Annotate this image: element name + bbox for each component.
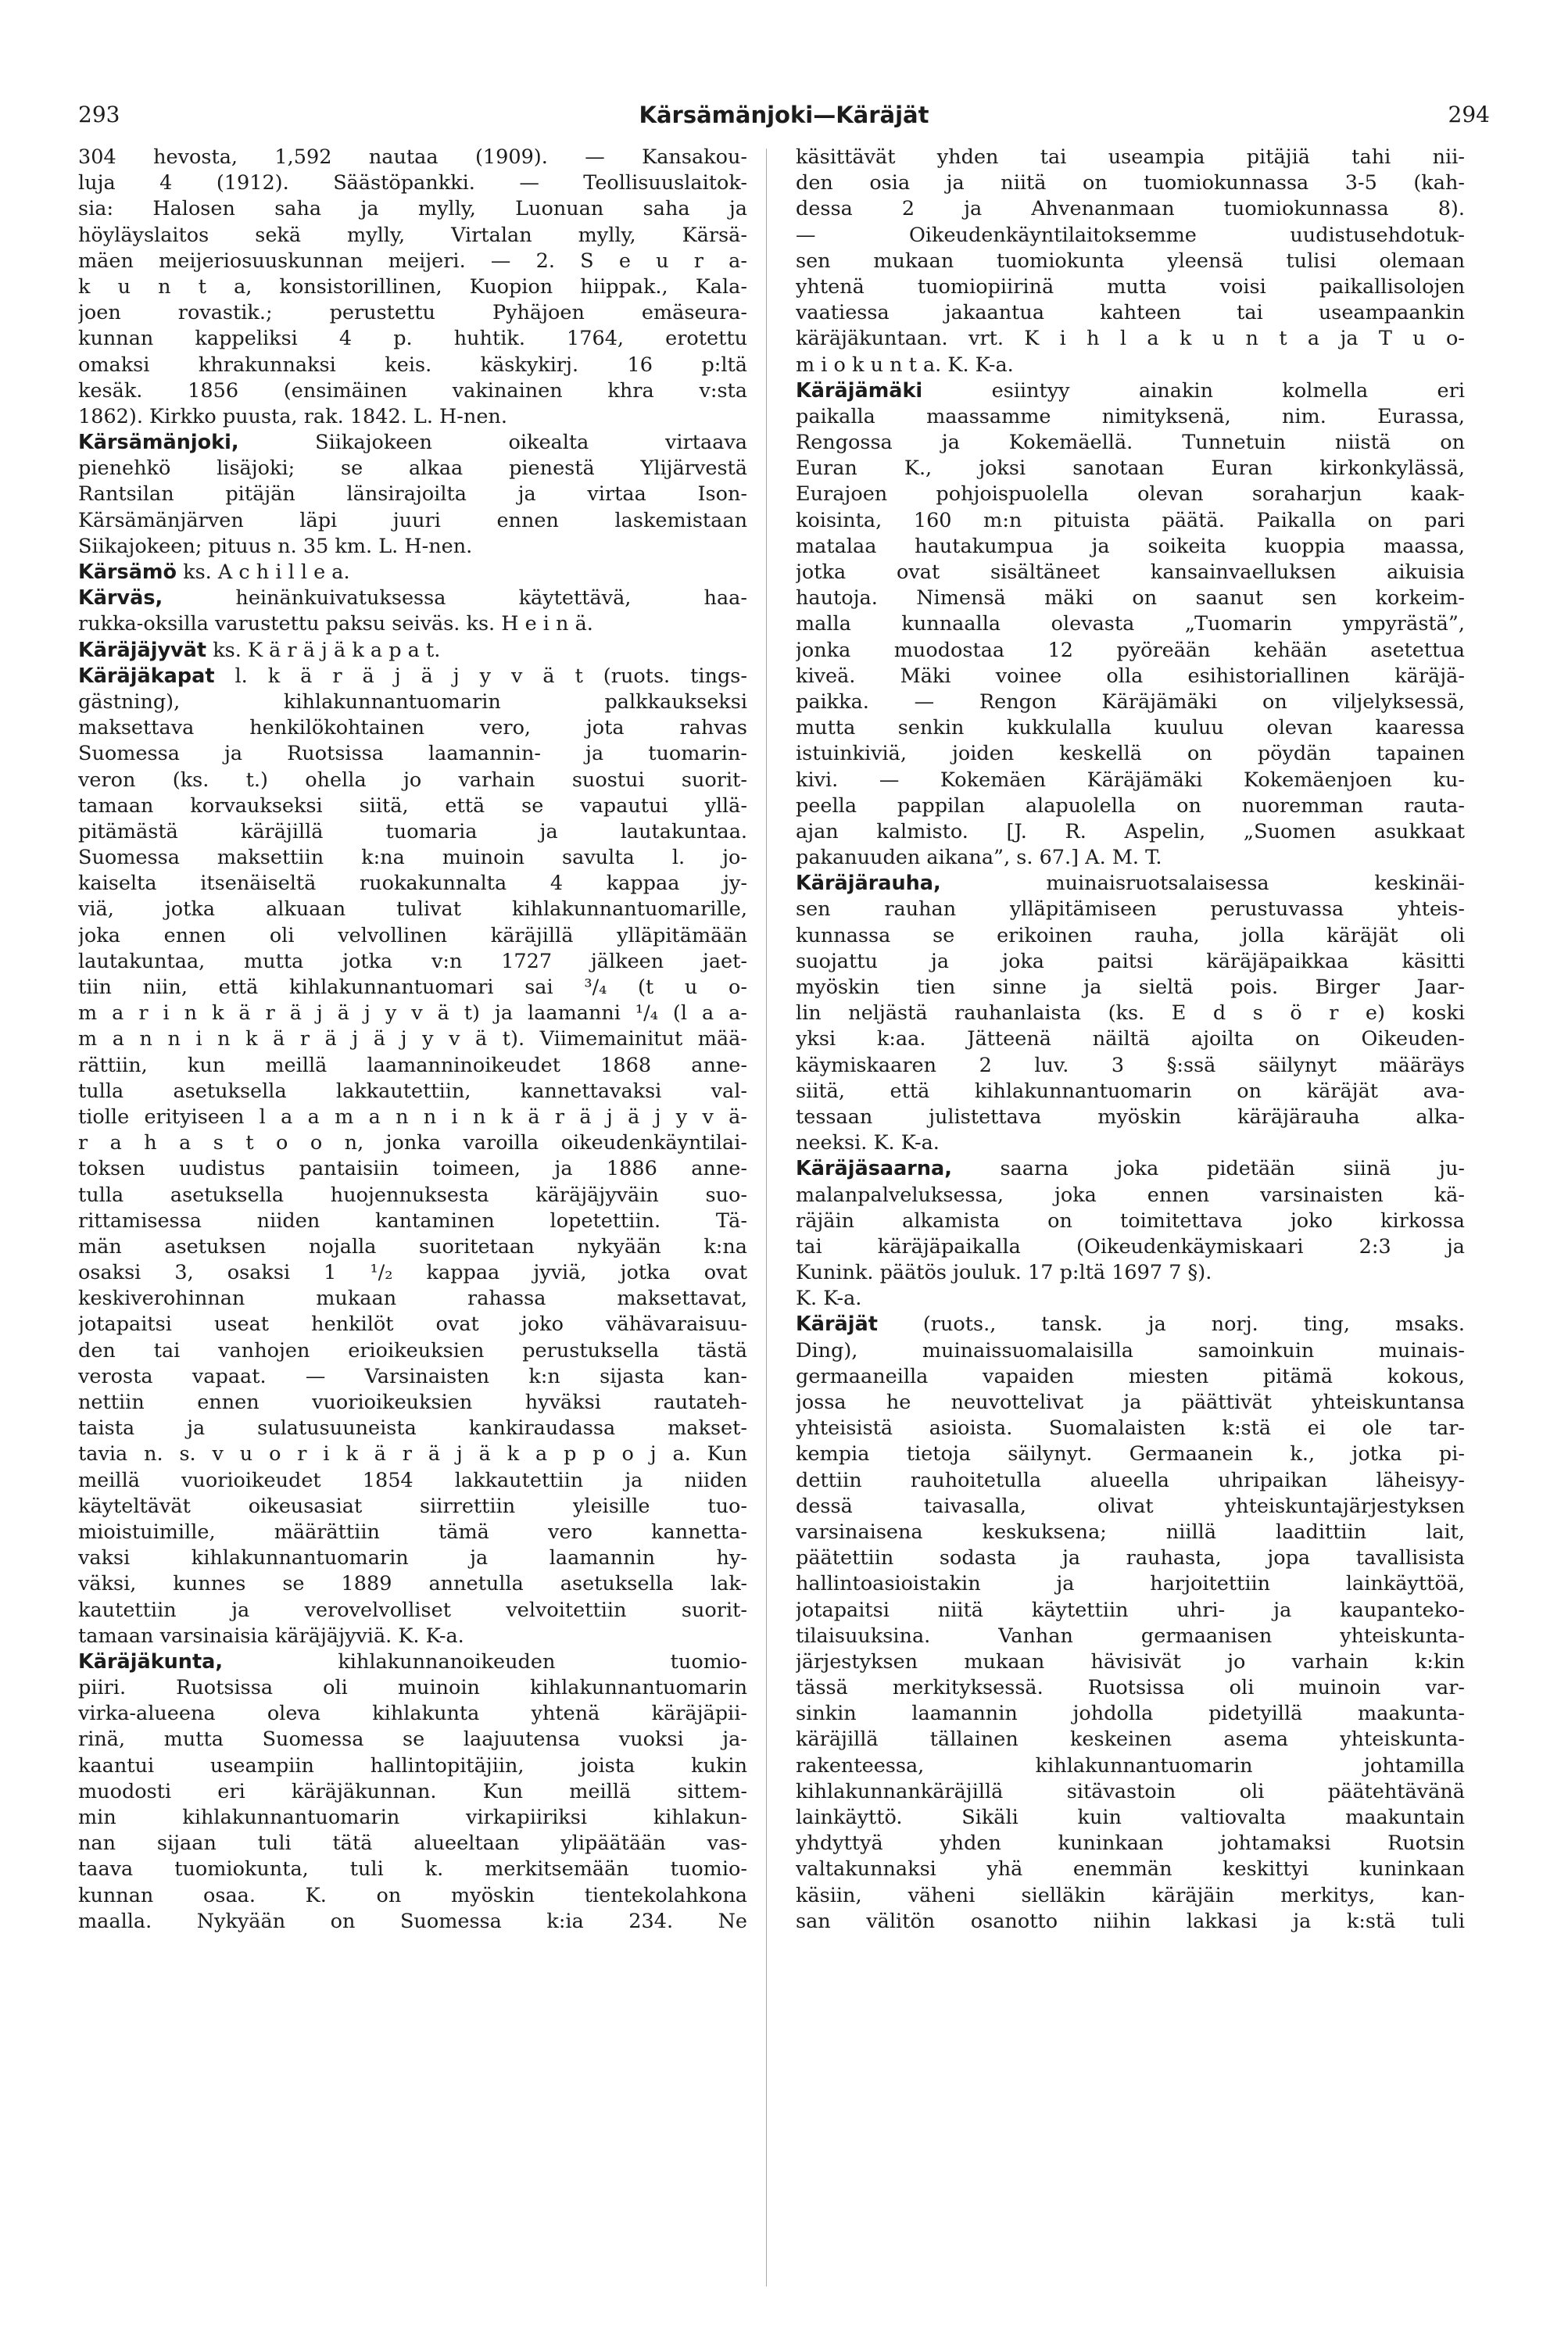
text-line bbox=[796, 819, 1465, 845]
line-text: taista ja sulatusuuneista kankiraudassa makset- bbox=[78, 1416, 747, 1441]
line-text: muinaisruotsalaisessa keskinäi- bbox=[940, 872, 1465, 896]
column-divider bbox=[766, 149, 767, 2286]
text-line bbox=[796, 1494, 1465, 1520]
line-text: Kärsämänjärven läpi juuri ennen laskemistaan bbox=[78, 508, 747, 532]
text-line bbox=[78, 1260, 747, 1286]
line-text: K. K-a. bbox=[796, 1287, 862, 1311]
line-text: dettiin rauhoitetulla alueella uhripaikan läheisyy- bbox=[796, 1468, 1465, 1492]
text-line bbox=[78, 1130, 747, 1156]
text-line bbox=[78, 482, 747, 507]
text-line bbox=[796, 508, 1465, 534]
line-text: sinkin laamannin johdolla pidetyillä maakunta- bbox=[796, 1702, 1465, 1726]
text-line bbox=[78, 1753, 747, 1779]
text-line bbox=[78, 1234, 747, 1260]
text-line bbox=[78, 1001, 747, 1026]
text-line bbox=[78, 897, 747, 922]
line-text: tiin niin, että kihlakunnantuomari sai ³/₄ (t u o- bbox=[78, 976, 747, 999]
text-line bbox=[796, 923, 1465, 949]
text-line bbox=[796, 1416, 1465, 1441]
text-line bbox=[78, 534, 747, 560]
text-line bbox=[796, 1520, 1465, 1545]
line-text: män asetuksen nojalla suoritetaan nykyään k:na bbox=[78, 1234, 747, 1259]
text-line bbox=[796, 715, 1465, 741]
line-text: peella pappilan alapuolella on nuoremman rauta- bbox=[796, 793, 1465, 818]
text-line bbox=[796, 1001, 1465, 1026]
text-line bbox=[796, 1390, 1465, 1416]
entry-headword: Käräjät bbox=[796, 1312, 878, 1337]
text-line bbox=[796, 196, 1465, 222]
text-line bbox=[796, 378, 1465, 404]
text-line bbox=[796, 845, 1465, 871]
page-number-right: 294 bbox=[1448, 102, 1490, 127]
line-text: tulla asetuksella lakkautettiin, kannettavaksi val- bbox=[78, 1079, 747, 1103]
text-line bbox=[796, 456, 1465, 482]
text-line bbox=[796, 1675, 1465, 1701]
line-text: sen mukaan tuomiokunta yleensä tulisi olemaan bbox=[796, 249, 1465, 273]
text-line bbox=[796, 145, 1465, 170]
line-text: kunnan osaa. K. on myöskin tientekolahkona bbox=[78, 1883, 747, 1907]
line-text: Kunink. päätös jouluk. 17 p:ltä 1697 7 §). bbox=[796, 1261, 1212, 1285]
line-text: sen rauhan ylläpitämiseen perustuvassa yhteis- bbox=[796, 897, 1465, 922]
text-line bbox=[796, 1545, 1465, 1571]
text-line bbox=[796, 975, 1465, 1001]
line-text: verosta vapaat. — Varsinaisten k:n sijasta kan- bbox=[78, 1364, 747, 1388]
line-text: mutta senkin kukkulalla kuuluu olevan kaaressa bbox=[796, 716, 1465, 740]
line-text: suojattu ja joka paitsi käräjäpaikkaa käsitti bbox=[796, 949, 1465, 973]
text-line bbox=[796, 768, 1465, 793]
line-text: maksettava henkilökohtainen vero, jota rahvas bbox=[78, 716, 747, 740]
text-line bbox=[78, 1053, 747, 1079]
line-text: nettiin ennen vuorioikeuksien hyväksi rautateh- bbox=[78, 1391, 747, 1414]
text-line bbox=[78, 768, 747, 793]
line-text: Suomessa ja Ruotsissa laamannin- ja tuomarin- bbox=[78, 742, 747, 766]
line-text: m i o k u n t a. K. K-a. bbox=[796, 353, 1014, 377]
text-line bbox=[796, 1079, 1465, 1105]
text-line bbox=[78, 715, 747, 741]
text-line bbox=[78, 1805, 747, 1831]
text-line bbox=[796, 274, 1465, 300]
line-text: kaiselta itsenäiseltä ruokakunnalta 4 kappaa jy- bbox=[78, 872, 747, 896]
line-text: jotapaitsi niitä käytettiin uhri- ja kaupanteko- bbox=[796, 1598, 1465, 1622]
line-text: gästning), kihlakunnantuomarin palkkaukseksi bbox=[78, 689, 747, 714]
line-text: osaksi 3, osaksi 1 ¹/₂ kappaa jyviä, jotka ovat bbox=[78, 1261, 747, 1285]
text-line bbox=[796, 897, 1465, 922]
text-line bbox=[78, 689, 747, 715]
entry-headword: Käräjäjyvät bbox=[78, 638, 207, 662]
text-line bbox=[78, 249, 747, 274]
line-text: piiri. Ruotsissa oli muinoin kihlakunnantuomarin bbox=[78, 1676, 747, 1700]
line-text: omaksi khrakunnaksi keis. käskykirj. 16 p:ltä bbox=[78, 353, 747, 377]
text-line bbox=[796, 1727, 1465, 1753]
running-head: Kärsämänjoki—Käräjät bbox=[639, 102, 929, 128]
line-text: tamaan korvaukseksi siitä, että se vapautui yllä- bbox=[78, 793, 747, 818]
line-text: pakanuuden aikana”, s. 67.] A. M. T. bbox=[796, 846, 1162, 870]
line-text: paikalla maassamme nimityksenä, nim. Eurassa, bbox=[796, 404, 1465, 428]
line-text: tavia n. s. v u o r i k ä r ä j ä k a p p o j a. Kun bbox=[78, 1442, 747, 1466]
line-text: kautettiin ja verovelvolliset velvoitettiin suorit- bbox=[78, 1598, 747, 1622]
line-text: päätettiin sodasta ja rauhasta, jopa tavallisista bbox=[796, 1546, 1465, 1570]
text-line bbox=[796, 1209, 1465, 1234]
line-text: rittamisessa niiden kantaminen lopetettiin. Tä- bbox=[78, 1209, 747, 1233]
line-text: varsinaisena keskuksena; niillä laadittiin lait, bbox=[796, 1520, 1465, 1544]
line-text: paikka. — Rengon Käräjämäki on viljelyksessä, bbox=[796, 689, 1465, 714]
text-line bbox=[78, 300, 747, 326]
text-line bbox=[796, 1053, 1465, 1079]
line-text: — Oikeudenkäyntilaitoksemme uudistusehdotuk- bbox=[796, 223, 1465, 247]
line-text: r a h a s t o o n, jonka varoilla oikeudenkäyntilai- bbox=[78, 1131, 747, 1155]
text-line bbox=[796, 1130, 1465, 1156]
line-text: kunnassa se erikoinen rauha, jolla käräjät oli bbox=[796, 923, 1465, 947]
line-text: keskiverohinnan mukaan rahassa maksettavat, bbox=[78, 1287, 747, 1311]
text-line bbox=[796, 1260, 1465, 1286]
text-line bbox=[796, 170, 1465, 196]
text-line bbox=[78, 508, 747, 534]
line-text: veron (ks. t.) ohella jo varhain suostui suorit- bbox=[78, 768, 747, 792]
text-line bbox=[78, 1441, 747, 1467]
text-line bbox=[78, 353, 747, 378]
line-text: ajan kalmisto. [J. R. Aspelin, „Suomen asukkaat bbox=[796, 819, 1465, 843]
line-text: käräjäkuntaan. vrt. K i h l a k u n t a ja T u o- bbox=[796, 327, 1465, 351]
line-text: Suomessa maksettiin k:na muinoin savulta l. jo- bbox=[78, 846, 747, 870]
text-line bbox=[78, 223, 747, 249]
text-line bbox=[78, 1520, 747, 1545]
line-text: joka ennen oli velvollinen käräjillä ylläpitämään bbox=[78, 923, 747, 947]
line-text: meillä vuorioikeudet 1854 lakkautettiin ja niiden bbox=[78, 1468, 747, 1492]
text-line bbox=[796, 1598, 1465, 1624]
line-text: myöskin tien sinne ja sieltä pois. Birger Jaar- bbox=[796, 976, 1465, 999]
line-text: ks. A c h i l l e a. bbox=[177, 560, 350, 584]
text-line bbox=[78, 1598, 747, 1624]
line-text: tessaan julistettava myöskin käräjärauha alka- bbox=[796, 1105, 1465, 1129]
text-line bbox=[796, 1909, 1465, 1935]
text-line bbox=[796, 1026, 1465, 1052]
text-line bbox=[78, 819, 747, 845]
line-text: heinänkuivatuksessa käytettävä, haa- bbox=[163, 586, 747, 611]
line-text: tamaan varsinaisia käräjäjyviä. K. K-a. bbox=[78, 1624, 464, 1648]
line-text: siitä, että kihlakunnantuomarin on käräjät ava- bbox=[796, 1079, 1465, 1103]
entry-headword: Käräjäkapat bbox=[78, 664, 215, 688]
text-line bbox=[78, 1831, 747, 1857]
line-text: min kihlakunnantuomarin virkapiiriksi kihlakun- bbox=[78, 1806, 747, 1829]
text-line bbox=[78, 793, 747, 819]
text-line bbox=[796, 611, 1465, 637]
line-text: Rengossa ja Kokemäellä. Tunnetuin niistä on bbox=[796, 431, 1465, 455]
line-text: 304 hevosta, 1,592 nautaa (1909). — Kansakou- bbox=[78, 145, 747, 169]
line-text: tiolle erityiseen l a a m a n n i n k ä r ä j ä j y v ä- bbox=[78, 1105, 747, 1129]
text-line bbox=[796, 1779, 1465, 1805]
line-text: lautakuntaa, mutta jotka v:n 1727 jälkeen jaet- bbox=[78, 949, 747, 973]
text-line bbox=[78, 1286, 747, 1312]
text-line bbox=[78, 845, 747, 871]
text-line bbox=[796, 1805, 1465, 1831]
line-text: kunnan kappeliksi 4 p. huhtik. 1764, erotettu bbox=[78, 327, 747, 351]
text-line bbox=[78, 1494, 747, 1520]
line-text: 1862). Kirkko puusta, rak. 1842. L. H-nen. bbox=[78, 404, 507, 428]
line-text: kihlakunnankäräjillä sitävastoin oli päätehtävänä bbox=[796, 1779, 1465, 1803]
text-line bbox=[796, 638, 1465, 664]
text-line bbox=[796, 1701, 1465, 1727]
line-text: käymiskaaren 2 luv. 3 §:ssä säilynyt määräys bbox=[796, 1053, 1465, 1077]
line-text: mäen meijeriosuuskunnan meijeri. — 2. S e u r a- bbox=[78, 249, 747, 273]
line-text: mioistuimille, määrättiin tämä vero kannetta- bbox=[78, 1520, 747, 1544]
text-line bbox=[796, 1649, 1465, 1675]
line-text: l. k ä r ä j ä j y v ä t (ruots. tings- bbox=[214, 664, 747, 688]
line-text: k u n t a, konsistorillinen, Kuopion hiippak., Kala- bbox=[78, 274, 747, 299]
line-text: rakenteessa, kihlakunnantuomarin johtamilla bbox=[796, 1753, 1465, 1778]
line-text: viä, jotka alkuaan tulivat kihlakunnantuomarille, bbox=[78, 897, 747, 922]
line-text: rinä, mutta Suomessa se laajuutensa vuoksi ja- bbox=[78, 1728, 747, 1752]
text-line bbox=[78, 1883, 747, 1909]
text-line bbox=[78, 1675, 747, 1701]
line-text: sia: Halosen saha ja mylly, Luonuan saha ja bbox=[78, 197, 747, 221]
text-line bbox=[78, 1649, 747, 1675]
line-text: rukka-oksilla varustettu paksu seiväs. ks. H e i n ä. bbox=[78, 612, 593, 636]
line-text: ks. K ä r ä j ä k a p a t. bbox=[206, 638, 441, 662]
text-line bbox=[78, 170, 747, 196]
line-text: taava tuomiokunta, tuli k. merkitsemään tuomio- bbox=[78, 1857, 747, 1882]
text-line bbox=[796, 793, 1465, 819]
text-line bbox=[796, 1831, 1465, 1857]
text-line bbox=[796, 1753, 1465, 1779]
text-line bbox=[796, 482, 1465, 507]
line-text: istuinkiviä, joiden keskellä on pöydän tapainen bbox=[796, 742, 1465, 766]
text-line bbox=[796, 1338, 1465, 1364]
line-text: toksen uudistus pantaisiin toimeen, ja 1886 anne- bbox=[78, 1157, 747, 1181]
text-line bbox=[796, 1468, 1465, 1494]
text-line bbox=[78, 378, 747, 404]
line-text: virka-alueena oleva kihlakunta yhtenä käräjäpii- bbox=[78, 1702, 747, 1726]
text-line bbox=[78, 1079, 747, 1105]
line-text: m a r i n k ä r ä j ä j y v ä t) ja laamanni ¹/₄ (l a a- bbox=[78, 1001, 747, 1026]
entry-headword: Käräjämäki bbox=[796, 378, 923, 403]
text-line bbox=[78, 1156, 747, 1182]
entry-headword: Käräjäsaarna, bbox=[796, 1157, 952, 1181]
text-line bbox=[78, 196, 747, 222]
text-line bbox=[796, 404, 1465, 430]
text-line bbox=[78, 1468, 747, 1494]
text-line bbox=[78, 664, 747, 689]
left-column bbox=[78, 145, 747, 2286]
text-line bbox=[78, 1105, 747, 1130]
text-line bbox=[796, 1624, 1465, 1649]
text-line bbox=[78, 1312, 747, 1337]
line-text: den tai vanhojen erioikeuksien perustuksella tästä bbox=[78, 1338, 747, 1362]
text-line bbox=[796, 1364, 1465, 1390]
text-line bbox=[796, 871, 1465, 897]
line-text: räjäin alkamista on toimitettava joko kirkossa bbox=[796, 1209, 1465, 1233]
text-line bbox=[78, 404, 747, 430]
text-line bbox=[796, 1312, 1465, 1337]
line-text: väksi, kunnes se 1889 annetulla asetuksella lak- bbox=[78, 1572, 747, 1596]
line-text: koisinta, 160 m:n pituista päätä. Paikalla on pari bbox=[796, 508, 1465, 532]
line-text: jonka muodostaa 12 pyöreään kehään asetettua bbox=[796, 638, 1465, 662]
text-line bbox=[78, 1209, 747, 1234]
text-line bbox=[78, 456, 747, 482]
text-line bbox=[78, 1338, 747, 1364]
text-line bbox=[78, 1727, 747, 1753]
text-line bbox=[796, 1883, 1465, 1909]
line-text: tilaisuuksina. Vanhan germaanisen yhteiskunta- bbox=[796, 1624, 1465, 1648]
entry-headword: Kärsämänjoki, bbox=[78, 431, 239, 455]
text-line bbox=[796, 1857, 1465, 1882]
entry-headword: Käräjärauha, bbox=[796, 872, 941, 896]
text-line bbox=[796, 534, 1465, 560]
text-line bbox=[78, 871, 747, 897]
text-line bbox=[78, 1779, 747, 1805]
line-text: m a n n i n k ä r ä j ä j y v ä t). Viimemainitut mää- bbox=[78, 1027, 747, 1051]
line-text: dessä taivasalla, olivat yhteiskuntajärjestyksen bbox=[796, 1494, 1465, 1518]
line-text: kempia tietoja säilynyt. Germaanein k., jotka pi- bbox=[796, 1442, 1465, 1466]
text-line bbox=[796, 560, 1465, 585]
line-text: malla kunnaalla olevasta „Tuomarin ympyrästä”, bbox=[796, 612, 1465, 636]
text-line bbox=[78, 145, 747, 170]
page-header bbox=[78, 102, 1490, 149]
text-line bbox=[78, 611, 747, 637]
line-text: malanpalveluksessa, joka ennen varsinaisten kä- bbox=[796, 1183, 1465, 1207]
text-line bbox=[78, 1183, 747, 1209]
text-line bbox=[78, 923, 747, 949]
entry-headword: Käräjäkunta, bbox=[78, 1649, 224, 1674]
line-text: rättiin, kun meillä laamanninoikeudet 1868 anne- bbox=[78, 1053, 747, 1077]
line-text: nan sijaan tuli tätä alueeltaan ylipäätään vas- bbox=[78, 1832, 747, 1856]
text-line bbox=[78, 638, 747, 664]
text-line bbox=[796, 1571, 1465, 1597]
text-line bbox=[78, 1026, 747, 1052]
line-text: pienehkö lisäjoki; se alkaa pienestä Ylijärvestä bbox=[78, 457, 747, 481]
line-text: tai käräjäpaikalla (Oikeudenkäymiskaari 2:3 ja bbox=[796, 1234, 1465, 1259]
line-text: kesäk. 1856 (ensimäinen vakinainen khra v:sta bbox=[78, 378, 747, 403]
line-text: jossa he neuvottelivat ja päättivät yhteiskuntansa bbox=[796, 1391, 1465, 1414]
line-text: neeksi. K. K-a. bbox=[796, 1131, 940, 1155]
line-text: höyläyslaitos sekä mylly, Virtalan mylly, Kärsä- bbox=[78, 223, 747, 247]
text-line bbox=[78, 741, 747, 767]
text-line bbox=[78, 1701, 747, 1727]
line-text: (ruots., tansk. ja norj. ting, msaks. bbox=[877, 1312, 1465, 1337]
line-text: lin neljästä rauhanlaista (ks. E d s ö r e) koski bbox=[796, 1001, 1465, 1026]
text-line bbox=[78, 1390, 747, 1416]
line-text: vaksi kihlakunnantuomarin ja laamannin hy- bbox=[78, 1546, 747, 1570]
text-line bbox=[78, 430, 747, 456]
line-text: käräjillä tällainen keskeinen asema yhteiskunta- bbox=[796, 1728, 1465, 1752]
line-text: san välitön osanotto niihin lakkasi ja k:stä tuli bbox=[796, 1909, 1465, 1933]
line-text: luja 4 (1912). Säästöpankki. — Teollisuuslaitok- bbox=[78, 171, 747, 195]
text-line bbox=[78, 1857, 747, 1882]
text-line bbox=[78, 949, 747, 975]
line-text: yhdyttyä yhden kuninkaan johtamaksi Ruotsin bbox=[796, 1832, 1465, 1856]
line-text: käsiin, väheni sielläkin käräjäin merkitys, kan- bbox=[796, 1883, 1465, 1907]
text-line bbox=[78, 326, 747, 352]
line-text: dessa 2 ja Ahvenanmaan tuomiokunnassa 8). bbox=[796, 197, 1465, 221]
line-text: Euran K., joksi sanotaan Euran kirkonkylässä, bbox=[796, 457, 1465, 481]
line-text: Ding), muinaissuomalaisilla samoinkuin muinais- bbox=[796, 1338, 1465, 1362]
line-text: lainkäyttö. Sikäli kuin valtiovalta maakuntain bbox=[796, 1806, 1465, 1829]
text-line bbox=[796, 585, 1465, 611]
line-text: valtakunnaksi yhä enemmän keskittyi kuninkaan bbox=[796, 1857, 1465, 1882]
text-line bbox=[78, 1571, 747, 1597]
text-line bbox=[796, 741, 1465, 767]
text-line bbox=[78, 1364, 747, 1390]
text-line bbox=[78, 1545, 747, 1571]
text-line bbox=[78, 975, 747, 1001]
text-line bbox=[78, 1909, 747, 1935]
text-line bbox=[78, 585, 747, 611]
line-text: yksi k:aa. Jätteenä näiltä ajoilta on Oikeuden- bbox=[796, 1027, 1465, 1051]
line-text: hallintoasioistakin ja harjoitettiin lainkäyttöä, bbox=[796, 1572, 1465, 1596]
line-text: käyteltävät oikeusasiat siirrettiin yleisille tuo- bbox=[78, 1494, 747, 1518]
line-text: kivi. — Kokemäen Käräjämäki Kokemäenjoen ku- bbox=[796, 768, 1465, 792]
text-line bbox=[796, 353, 1465, 378]
right-column bbox=[796, 145, 1465, 2286]
entry-headword: Kärväs, bbox=[78, 586, 163, 611]
page-number-left: 293 bbox=[78, 102, 120, 127]
line-text: matalaa hautakumpua ja soikeita kuoppia maassa, bbox=[796, 534, 1465, 558]
text-line bbox=[796, 1156, 1465, 1182]
line-text: esiintyy ainakin kolmella eri bbox=[922, 378, 1465, 403]
text-line bbox=[796, 430, 1465, 456]
text-line bbox=[796, 223, 1465, 249]
text-line bbox=[796, 1105, 1465, 1130]
line-text: Eurajoen pohjoispuolella olevan soraharjun kaak- bbox=[796, 482, 1465, 507]
line-text: maalla. Nykyään on Suomessa k:ia 234. Ne bbox=[78, 1909, 747, 1933]
line-text: vaatiessa jakaantua kahteen tai useampaankin bbox=[796, 301, 1465, 325]
line-text: Siikajokeen oikealta virtaava bbox=[238, 431, 747, 455]
line-text: yhtenä tuomiopiirinä mutta voisi paikallisolojen bbox=[796, 274, 1465, 299]
line-text: kihlakunnanoikeuden tuomio- bbox=[223, 1649, 747, 1674]
text-line bbox=[796, 326, 1465, 352]
line-text: jotka ovat sisältäneet kansainvaelluksen aikuisia bbox=[796, 560, 1465, 584]
line-text: joen rovastik.; perustettu Pyhäjoen emäseura- bbox=[78, 301, 747, 325]
line-text: saarna joka pidetään siinä ju- bbox=[951, 1157, 1465, 1181]
text-line bbox=[78, 1416, 747, 1441]
entry-headword: Kärsämö bbox=[78, 560, 177, 584]
line-text: kaantui useampiin hallintopitäjiin, joista kukin bbox=[78, 1753, 747, 1778]
line-text: den osia ja niitä on tuomiokunnassa 3-5 (kah- bbox=[796, 171, 1465, 195]
text-line bbox=[78, 1624, 747, 1649]
line-text: jotapaitsi useat henkilöt ovat joko vähävaraisuu- bbox=[78, 1312, 747, 1337]
text-line bbox=[796, 300, 1465, 326]
line-text: muodosti eri käräjäkunnan. Kun meillä sittem- bbox=[78, 1779, 747, 1803]
line-text: kiveä. Mäki voinee olla esihistoriallinen käräjä- bbox=[796, 664, 1465, 688]
line-text: käsittävät yhden tai useampia pitäjiä tahi nii- bbox=[796, 145, 1465, 169]
text-line bbox=[796, 1286, 1465, 1312]
line-text: tässä merkityksessä. Ruotsissa oli muinoin var- bbox=[796, 1676, 1465, 1700]
text-line bbox=[796, 664, 1465, 689]
line-text: germaaneilla vapaiden miesten pitämä kokous, bbox=[796, 1364, 1465, 1388]
text-line bbox=[796, 1183, 1465, 1209]
line-text: Siikajokeen; pituus n. 35 km. L. H-nen. bbox=[78, 534, 473, 558]
line-text: hautoja. Nimensä mäki on saanut sen korkeim- bbox=[796, 586, 1465, 611]
text-line bbox=[796, 1234, 1465, 1260]
text-line bbox=[796, 1441, 1465, 1467]
text-line bbox=[78, 560, 747, 585]
text-line bbox=[796, 949, 1465, 975]
line-text: Rantsilan pitäjän länsirajoilta ja virtaa Ison- bbox=[78, 482, 747, 507]
text-line bbox=[796, 249, 1465, 274]
text-line bbox=[796, 689, 1465, 715]
line-text: yhteisistä asioista. Suomalaisten k:stä ei ole tar- bbox=[796, 1416, 1465, 1441]
text-line bbox=[78, 274, 747, 300]
line-text: pitämästä käräjillä tuomaria ja lautakuntaa. bbox=[78, 819, 747, 843]
line-text: järjestyksen mukaan hävisivät jo varhain k:kin bbox=[796, 1649, 1465, 1674]
line-text: tulla asetuksella huojennuksesta käräjäjyväin suo- bbox=[78, 1183, 747, 1207]
